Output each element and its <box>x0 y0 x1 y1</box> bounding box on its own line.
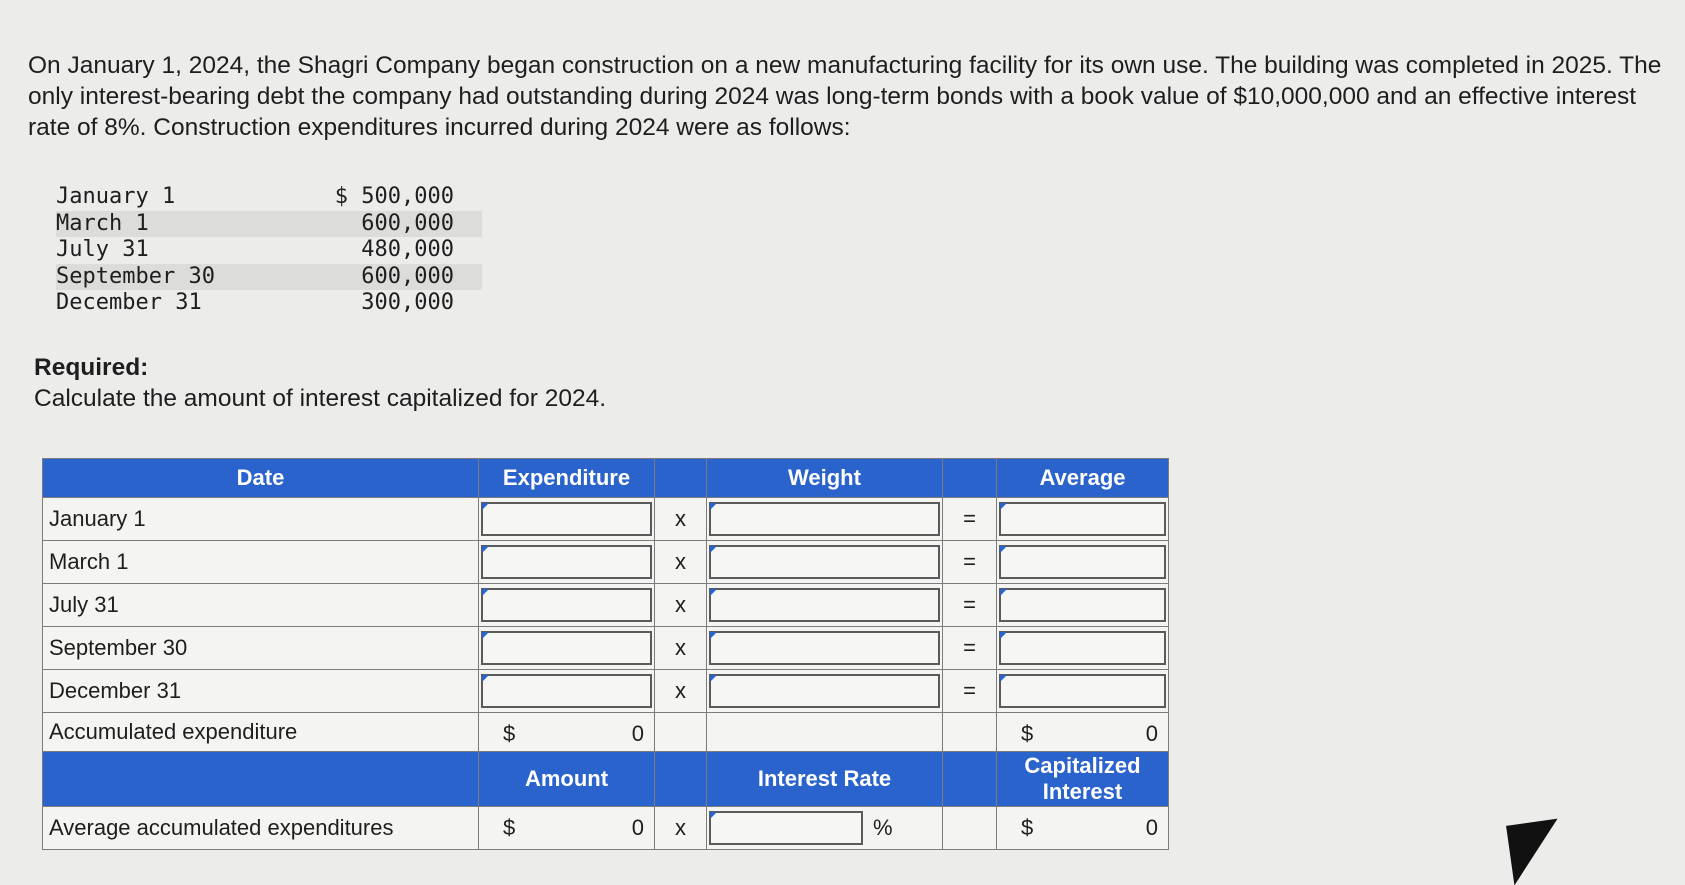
expenditure-input[interactable] <box>481 502 652 536</box>
header-amount: Amount <box>479 752 655 807</box>
schedule-row <box>56 184 482 211</box>
header-capitalized-interest: Capitalized Interest <box>997 752 1169 807</box>
amount-value-cell <box>479 807 655 850</box>
row-date: March 1 <box>43 541 479 584</box>
row-date: December 31 <box>43 670 479 713</box>
required-heading: Required: <box>34 354 149 381</box>
schedule-row <box>56 290 482 317</box>
header-blank <box>43 752 479 807</box>
expenditure-input[interactable] <box>481 545 652 579</box>
average-cell[interactable] <box>997 627 1169 670</box>
schedule-amount: 480,000 <box>361 237 454 262</box>
header-blank <box>655 459 707 498</box>
accumulated-expenditure-value: 0 <box>631 721 644 746</box>
percent-sign: % <box>873 815 893 840</box>
interest-rate-cell[interactable] <box>707 807 943 850</box>
schedule-amount: $ 500,000 <box>334 184 454 209</box>
table-row <box>43 498 1169 541</box>
equals-sign: = <box>943 498 997 541</box>
schedule-amount: 600,000 <box>314 211 482 238</box>
expenditure-input[interactable] <box>481 631 652 665</box>
header-expenditure: Expenditure <box>479 459 655 498</box>
accumulated-label: Accumulated expenditure <box>43 713 479 752</box>
header-average: Average <box>997 459 1169 498</box>
header-row-2 <box>43 752 1169 807</box>
required-section <box>34 352 606 414</box>
header-date: Date <box>43 459 479 498</box>
capitalized-interest-worksheet <box>42 458 1169 850</box>
accumulated-average-value: 0 <box>1145 721 1158 746</box>
average-input[interactable] <box>999 502 1166 536</box>
header-blank <box>943 459 997 498</box>
weight-cell[interactable] <box>707 584 943 627</box>
expenditure-cell[interactable] <box>479 584 655 627</box>
average-input[interactable] <box>999 588 1166 622</box>
mouse-cursor-icon <box>1506 819 1566 885</box>
header-row <box>43 459 1169 498</box>
table-row <box>43 541 1169 584</box>
blank-cell <box>943 713 997 752</box>
times-sign: x <box>655 807 707 850</box>
weight-input[interactable] <box>709 674 940 708</box>
expenditure-cell[interactable] <box>479 627 655 670</box>
row-date: July 31 <box>43 584 479 627</box>
weight-cell[interactable] <box>707 627 943 670</box>
header-interest-rate: Interest Rate <box>707 752 943 807</box>
schedule-date: January 1 <box>56 184 176 209</box>
header-weight: Weight <box>707 459 943 498</box>
capitalized-interest-cell <box>997 807 1169 850</box>
schedule-date: March 1 <box>56 211 314 238</box>
weight-input[interactable] <box>709 545 940 579</box>
weight-cell[interactable] <box>707 541 943 584</box>
weight-input[interactable] <box>709 631 940 665</box>
weight-input[interactable] <box>709 502 940 536</box>
table-row <box>43 627 1169 670</box>
blank-cell <box>943 807 997 850</box>
expenditure-cell[interactable] <box>479 498 655 541</box>
equals-sign: = <box>943 670 997 713</box>
schedule-row <box>56 237 482 264</box>
times-sign: x <box>655 541 707 584</box>
accumulated-row <box>43 713 1169 752</box>
average-input[interactable] <box>999 545 1166 579</box>
times-sign: x <box>655 498 707 541</box>
times-sign: x <box>655 627 707 670</box>
blank-cell <box>655 713 707 752</box>
weight-input[interactable] <box>709 588 940 622</box>
problem-paragraph: On January 1, 2024, the Shagri Company began construction on a new manufacturing facility for its own use. The building was completed in 2025. The only interest-bearing debt the company had outstanding during 2024 was long-term bonds with a book value of $10,000,000 and an effective interest rate of 8%. Construction expenditures incurred during 2024 were as follows: <box>28 52 1662 141</box>
schedule-amount: 600,000 <box>314 264 482 291</box>
equals-sign: = <box>943 584 997 627</box>
currency-sign: $ <box>503 815 516 840</box>
equals-sign: = <box>943 541 997 584</box>
expenditure-schedule <box>56 184 482 317</box>
blank-cell <box>707 713 943 752</box>
average-cell[interactable] <box>997 541 1169 584</box>
schedule-row <box>56 264 482 291</box>
currency-sign: $ <box>1021 721 1034 746</box>
average-cell[interactable] <box>997 498 1169 541</box>
schedule-row <box>56 211 482 238</box>
schedule-amount: 300,000 <box>361 290 454 315</box>
problem-statement <box>28 50 1668 143</box>
header-blank <box>655 752 707 807</box>
interest-rate-input[interactable] <box>709 811 863 845</box>
header-blank <box>943 752 997 807</box>
weight-cell[interactable] <box>707 498 943 541</box>
expenditure-input[interactable] <box>481 588 652 622</box>
accumulated-expenditure <box>479 713 655 752</box>
currency-sign: $ <box>1021 815 1034 840</box>
currency-sign: $ <box>503 721 516 746</box>
times-sign: x <box>655 584 707 627</box>
required-text: Calculate the amount of interest capitalized for 2024. <box>34 385 607 412</box>
average-input[interactable] <box>999 674 1166 708</box>
schedule-date: September 30 <box>56 264 314 291</box>
row-date: September 30 <box>43 627 479 670</box>
equals-sign: = <box>943 627 997 670</box>
schedule-date: December 31 <box>56 290 202 315</box>
capitalized-interest-value: 0 <box>1145 815 1158 840</box>
expenditure-cell[interactable] <box>479 670 655 713</box>
schedule-date: July 31 <box>56 237 149 262</box>
average-accumulated-row <box>43 807 1169 850</box>
table-row <box>43 584 1169 627</box>
average-accumulated-label: Average accumulated expenditures <box>43 807 479 850</box>
expenditure-input[interactable] <box>481 674 652 708</box>
row-date: January 1 <box>43 498 479 541</box>
average-input[interactable] <box>999 631 1166 665</box>
average-cell[interactable] <box>997 584 1169 627</box>
weight-cell[interactable] <box>707 670 943 713</box>
average-cell[interactable] <box>997 670 1169 713</box>
accumulated-average <box>997 713 1169 752</box>
amount-value: 0 <box>631 815 644 840</box>
times-sign: x <box>655 670 707 713</box>
expenditure-cell[interactable] <box>479 541 655 584</box>
table-row <box>43 670 1169 713</box>
